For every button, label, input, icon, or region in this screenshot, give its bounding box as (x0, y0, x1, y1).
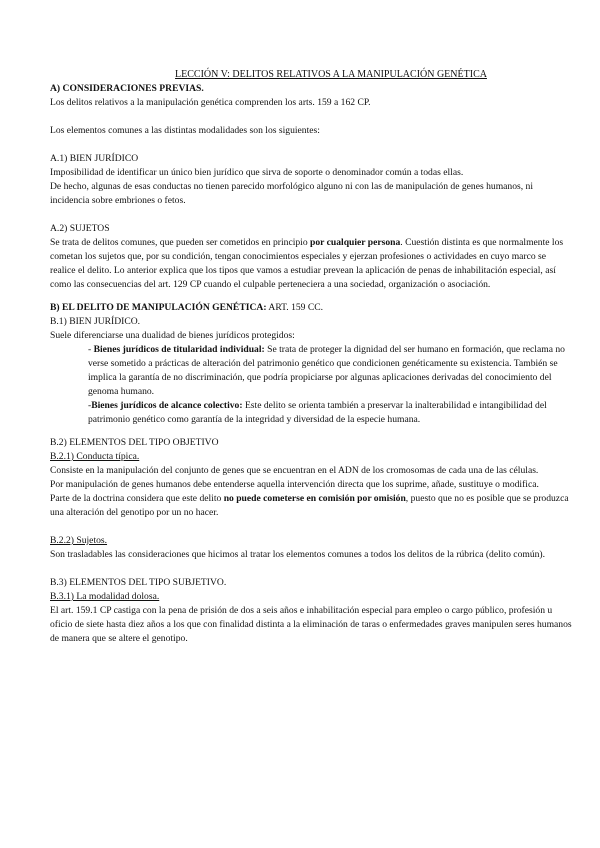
a2-text-bold: por cualquier persona (310, 237, 401, 248)
a1-paragraph-2: De hecho, algunas de esas conductas no tienen parecido morfológico alguno ni con las de manipulación de genes humanos, ni incidencia sobre embriones o fetos. (50, 181, 534, 206)
document-title: LECCIÓN V: DELITOS RELATIVOS A LA MANIPULACIÓN GENÉTICA (175, 69, 487, 80)
b1-item-individual (50, 343, 572, 399)
section-b-heading (50, 301, 572, 315)
b1-item-collective-text: Este delito se orienta también a preservar la inalterabilidad e intangibilidad del patrimonio genético como garantía de la integridad y diversidad de la especie humana. (88, 400, 547, 425)
b1-item-collective-dash: - (88, 400, 92, 411)
a1-heading: A.1) BIEN JURÍDICO (50, 153, 139, 164)
b21-heading: B.2.1) Conducta típica. (50, 451, 140, 462)
b21-text-bold: no puede cometerse en comisión por omisión (223, 493, 406, 504)
b1-item-collective (50, 399, 572, 427)
b1-heading: B.1) BIEN JURÍDICO. (50, 316, 141, 327)
b21-paragraph-2: Por manipulación de genes humanos debe entenderse aquella intervención directa que los suprime, añade, sustituye o modifica. (50, 479, 539, 490)
section-b-heading-bold: B) EL DELITO DE MANIPULACIÓN GENÉTICA: (50, 302, 267, 313)
a2-heading: A.2) SUJETOS (50, 223, 110, 234)
b1-item-individual-text: Se trata de proteger la dignidad del ser humano en formación, que reclama no verse sometido a prácticas de alteración del patrimonio genético que condicionen genéticamente su existencia. También se implica la garantía de no discriminación, que podría propiciarse por algunas aplicaciones derivadas del conocimiento del genoma humano. (88, 344, 565, 397)
b1-intro: Suele diferenciarse una dualidad de bienes jurídicos protegidos: (50, 330, 295, 341)
b1-item-individual-bold: Bienes jurídicos de titularidad individual: (93, 344, 265, 355)
b3-heading: B.3) ELEMENTOS DEL TIPO SUBJETIVO. (50, 577, 227, 588)
b21-text-pre: Parte de la doctrina considera que este delito (50, 493, 224, 504)
b31-paragraph: El art. 159.1 CP castiga con la pena de prisión de dos a seis años e inhabilitación especial para empleo o cargo público, profesión u oficio de siete hasta diez años a los que con finalidad distinta a la eliminación de taras o enfermedades graves manipulen seres humanos de manera que se altere el genotipo. (50, 605, 572, 644)
b21-paragraph-3 (50, 492, 572, 520)
b1-item-collective-bold: Bienes jurídicos de alcance colectivo: (91, 400, 243, 411)
a2-paragraph (50, 236, 572, 292)
b22-paragraph: Son trasladables las consideraciones que hicimos al tratar los elementos comunes a todos los delitos de la rúbrica (delito común). (50, 549, 546, 560)
section-a-paragraph-1: Los delitos relativos a la manipulación genética comprenden los arts. 159 a 162 CP. (50, 97, 371, 108)
a2-text-pre: Se trata de delitos comunes, que pueden ser cometidos en principio (50, 237, 311, 248)
document-page (50, 68, 572, 646)
b31-heading: B.3.1) La modalidad dolosa. (50, 591, 160, 602)
a2-text-post: . Cuestión distinta es que normalmente los cometan los sujetos que, por su condición, tengan conocimientos especiales y ejerzan profesiones o actividades en cuyo marco se realice el delito. Lo anterior explica que los tipos que vamos a estudiar prevean la aplicación de penas de inhabilitación especial, así como las consecuencias del art. 129 CP cuando el culpable perteneciera a una sociedad, organización o asociación. (50, 237, 564, 290)
b21-text-post: , puesto que no es posible que se produzca una alteración del genotipo por un no hacer. (50, 493, 569, 518)
a1-paragraph-1: Imposibilidad de identificar un único bien jurídico que sirva de soporte o denominador común a todas ellas. (50, 167, 464, 178)
b1-item-individual-dash: - (88, 344, 94, 355)
b21-paragraph-1: Consiste en la manipulación del conjunto de genes que se encuentran en el ADN de los cromosomas de cada una de las células. (50, 465, 539, 476)
section-b-heading-rest: ART. 159 CC. (266, 302, 324, 313)
b22-heading: B.2.2) Sujetos. (50, 535, 108, 546)
b2-heading: B.2) ELEMENTOS DEL TIPO OBJETIVO (50, 437, 219, 448)
section-a-heading: A) CONSIDERACIONES PREVIAS. (50, 83, 204, 94)
section-a-paragraph-2: Los elementos comunes a las distintas modalidades son los siguientes: (50, 125, 320, 136)
